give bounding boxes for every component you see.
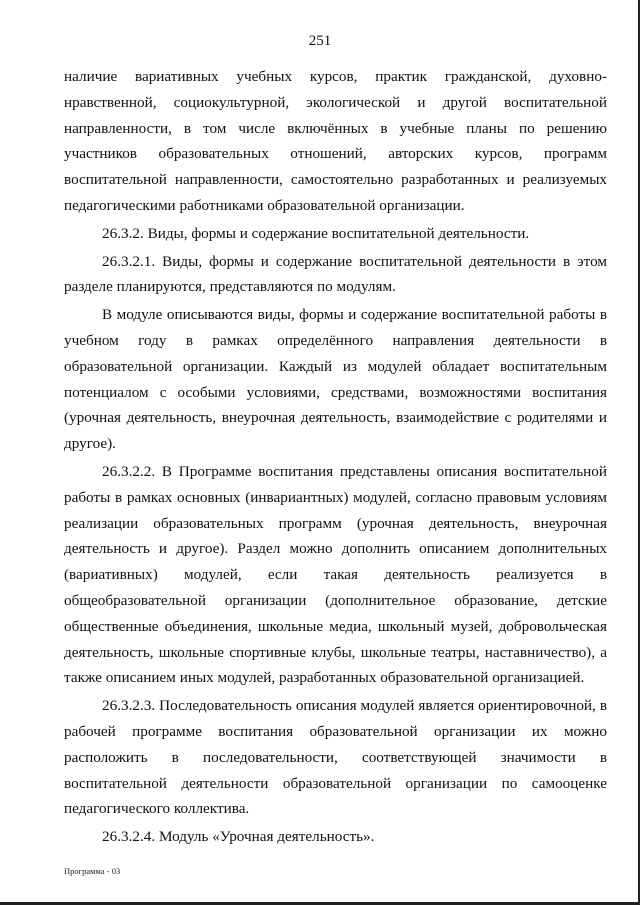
page-number: 251	[308, 33, 332, 49]
page-footer: Программа - 03	[64, 866, 121, 876]
paragraph-26-3-2-3: 26.3.2.3. Последовательность описания модулей является ориентировочной, в рабочей программе воспитания образовательной организации их можно расположить в последовательности, соответствующей значимости в воспитательной деятельности образовательной организации по самооценке педагогического коллектива.	[64, 697, 607, 818]
paragraph-module-description: В модуле описываются виды, формы и содержание воспитательной работы в учебном году в рамках определённого направления деятельности в образовательной организации. Каждый из модулей обладает воспитательным потенциалом с особыми условиями, средствами, возможностями воспитания (урочная деятельность, внеурочная деятельность, взаимодействие с родителями и другое).	[64, 306, 607, 453]
paragraph-26-3-2-2: 26.3.2.2. В Программе воспитания представлены описания воспитательной работы в рамках основных (инвариантных) модулей, согласно правовым условиям реализации образовательных программ (урочная деятельность, внеурочная деятельность и другое). Раздел можно дополнить описанием дополнительных (вариативных) модулей, если такая деятельность реализуется в общеобразовательной организации (дополнительное образование, детские общественные объединения, школьные медиа, школьный музей, добровольческая деятельность, школьные спортивные клубы, школьные театры, наставничество), а также описанием иных модулей, разработанных образовательной организацией.	[64, 462, 607, 687]
paragraph-26-3-2-4: 26.3.2.4. Модуль «Урочная деятельность».	[102, 828, 375, 846]
paragraph-section-heading: 26.3.2. Виды, формы и содержание воспитательной деятельности.	[102, 224, 530, 242]
body-text	[64, 64, 607, 852]
paragraph-26-3-2-1: 26.3.2.1. Виды, формы и содержание воспитательной деятельности в этом разделе планируются, представляются по модулям.	[64, 252, 607, 296]
paragraph-continuation: наличие вариативных учебных курсов, практик гражданской, духовно-нравственной, социокультурной, экологической и другой воспитательной направленности, в том числе включённых в учебные планы по решению участников образовательных отношений, авторских курсов, программ воспитательной направленности, самостоятельно разработанных и реализуемых педагогическими работниками образовательной организации.	[64, 68, 607, 214]
